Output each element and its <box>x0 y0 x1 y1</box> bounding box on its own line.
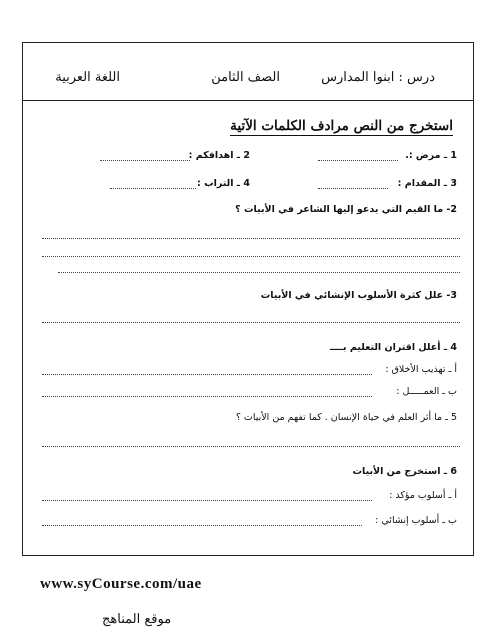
answer-line <box>42 396 372 397</box>
answer-line <box>42 322 460 323</box>
subject-label: اللغة العربية <box>55 70 120 85</box>
section-title: استخرج من النص مرادف الكلمات الآتية <box>230 118 453 134</box>
question-2: 2- ما القيم التي يدعو إليها الشاعر في الأبيات ؟ <box>235 204 457 215</box>
question-6a: أ ـ أسلوب مؤكد : <box>389 490 457 501</box>
grade-label: الصف الثامن <box>211 70 280 85</box>
question-6b: ب ـ أسلوب إنشائي : <box>375 515 457 526</box>
synonym-item-1: 1 ـ مرض :. <box>405 150 457 161</box>
footer-url: www.syCourse.com/uae <box>40 576 202 592</box>
answer-line <box>318 160 398 161</box>
synonym-item-3: 3 ـ المقدام : <box>397 178 457 189</box>
answer-line <box>110 188 196 189</box>
answer-line <box>42 525 362 526</box>
answer-line <box>318 188 388 189</box>
question-4a: أ ـ تهذيب الأخلاق : <box>385 364 457 375</box>
answer-line <box>42 500 372 501</box>
question-4: 4 ـ أعلل اقتران التعليم بــــ <box>330 342 457 353</box>
answer-line <box>58 272 460 273</box>
header-divider <box>22 100 474 101</box>
synonym-item-4: 4 ـ التراب : <box>196 178 250 189</box>
footer-site-name: موقع المناهج <box>102 612 172 627</box>
lesson-title: درس : ابنوا المدارس <box>321 70 435 85</box>
answer-line <box>42 446 460 447</box>
answer-line <box>42 256 460 257</box>
answer-line <box>100 160 190 161</box>
question-3: 3- علل كثرة الأسلوب الإنشائي في الأبيات <box>260 290 457 301</box>
question-5: 5 ـ ما أثر العلم في حياة الإنسان . كما تفهم من الأبيات ؟ <box>235 412 457 423</box>
answer-line <box>42 238 460 239</box>
answer-line <box>42 374 372 375</box>
question-4b: ب ـ العمـــــل : <box>396 386 457 397</box>
question-6: 6 ـ استخرج من الأبيات <box>352 466 457 477</box>
synonym-item-2: 2 ـ اهدافكم : <box>188 150 250 161</box>
